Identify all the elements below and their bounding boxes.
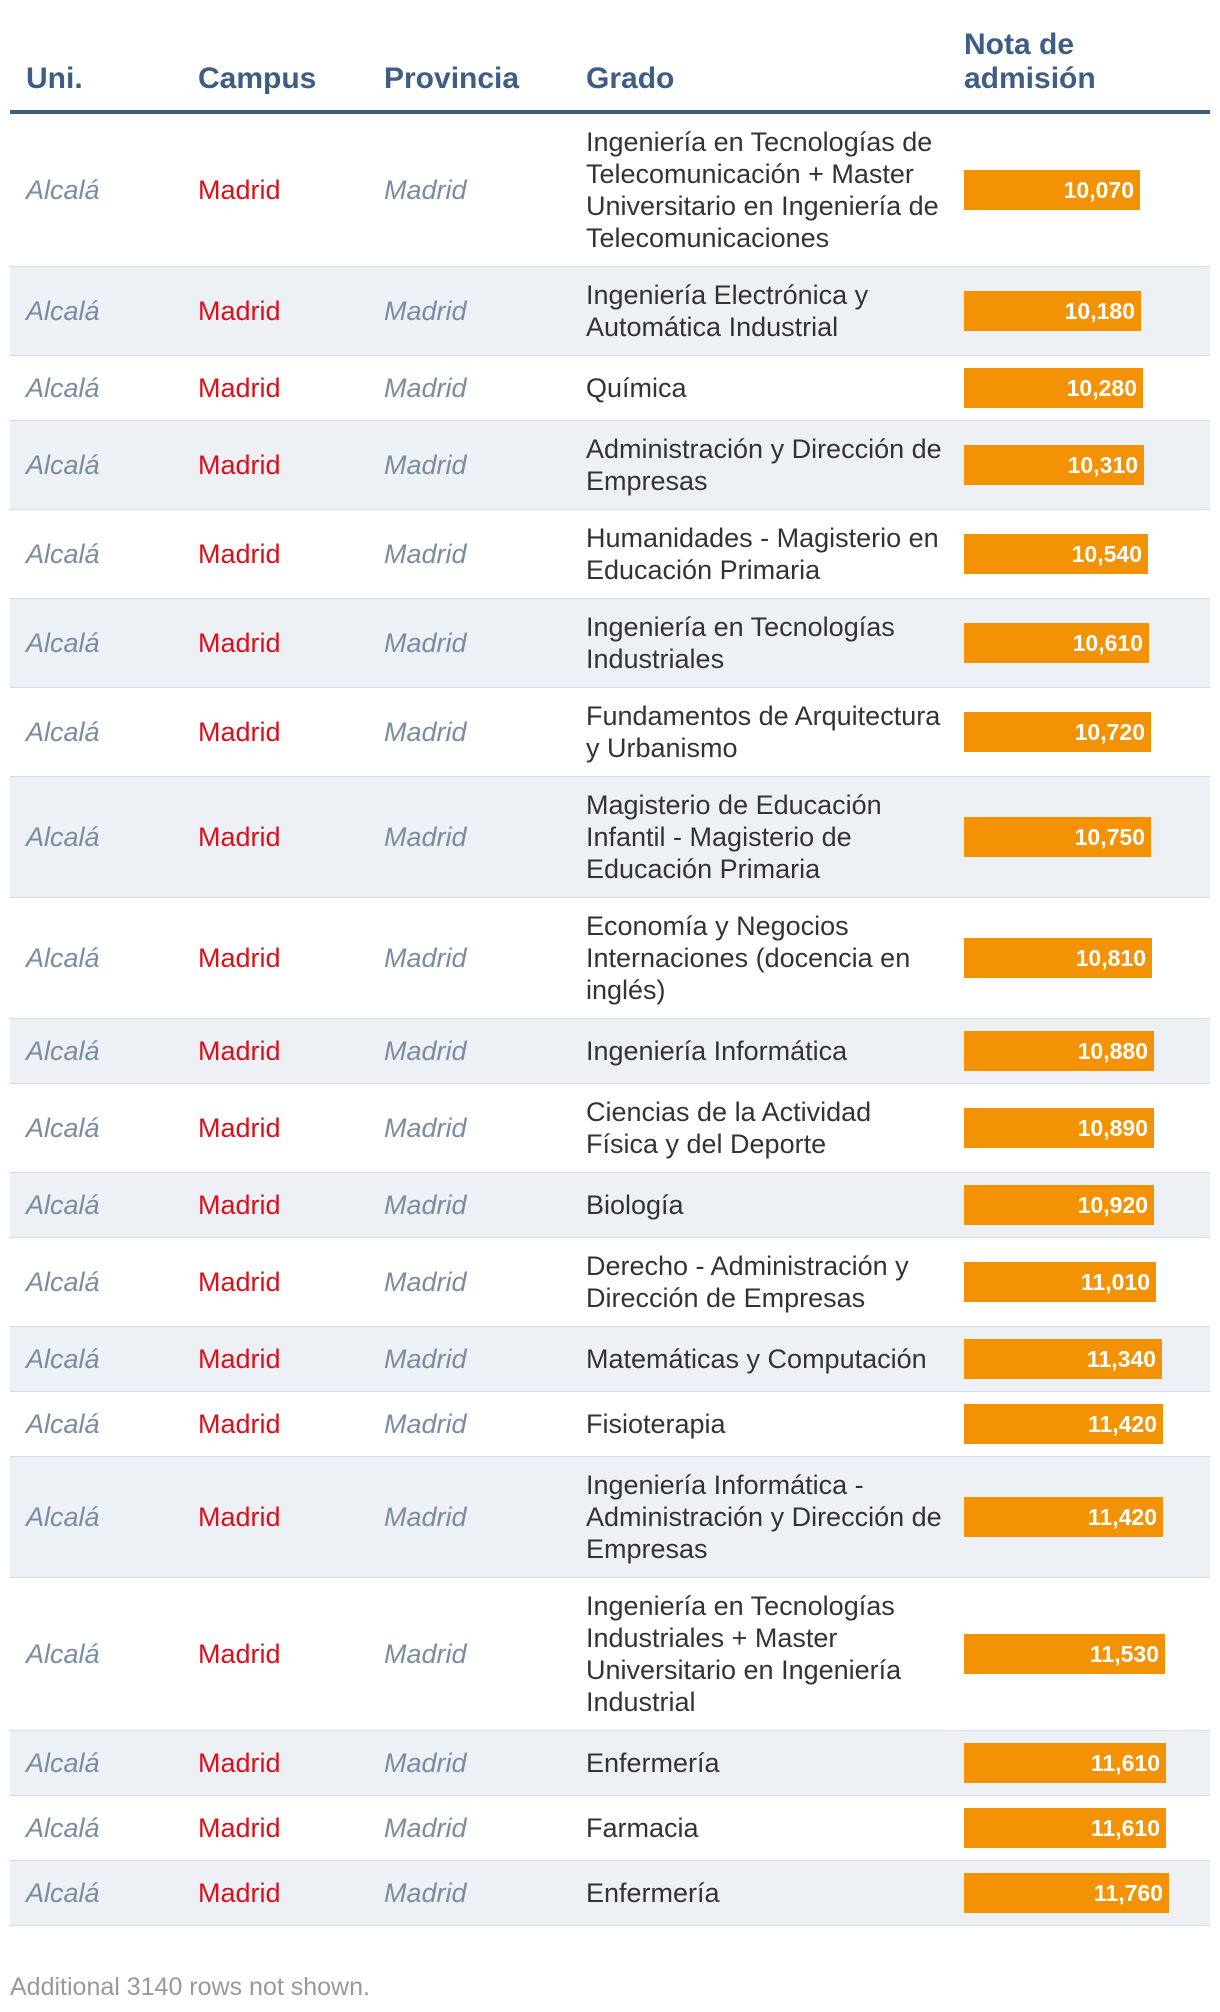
table-body bbox=[10, 112, 1210, 1926]
cell-uni: Alcalá bbox=[10, 1019, 182, 1084]
table-row bbox=[10, 1327, 1210, 1392]
cell-uni: Alcalá bbox=[10, 1327, 182, 1392]
cell-uni: Alcalá bbox=[10, 510, 182, 599]
cell-nota bbox=[948, 1457, 1210, 1578]
cell-grado: Ingeniería en Tecnologías Industriales + Master Universitario en Ingeniería Industrial bbox=[570, 1578, 948, 1731]
cell-nota bbox=[948, 1084, 1210, 1173]
table-row bbox=[10, 1019, 1210, 1084]
table-header-row bbox=[10, 28, 1210, 112]
nota-bar: 10,610 bbox=[964, 623, 1149, 663]
cell-uni: Alcalá bbox=[10, 898, 182, 1019]
cell-campus: Madrid bbox=[182, 421, 368, 510]
table-row bbox=[10, 421, 1210, 510]
cell-campus: Madrid bbox=[182, 1796, 368, 1861]
column-header-uni: Uni. bbox=[10, 28, 182, 112]
cell-uni: Alcalá bbox=[10, 1392, 182, 1457]
table-row bbox=[10, 267, 1210, 356]
footnote: Additional 3140 rows not shown. bbox=[10, 1973, 370, 2001]
cell-grado: Farmacia bbox=[570, 1796, 948, 1861]
nota-bar: 11,610 bbox=[964, 1808, 1166, 1848]
cell-campus: Madrid bbox=[182, 688, 368, 777]
nota-bar: 11,340 bbox=[964, 1339, 1162, 1379]
cell-provincia: Madrid bbox=[368, 1019, 570, 1084]
nota-bar: 10,890 bbox=[964, 1108, 1154, 1148]
cell-nota bbox=[948, 1238, 1210, 1327]
cell-campus: Madrid bbox=[182, 1327, 368, 1392]
nota-bar: 10,280 bbox=[964, 368, 1143, 408]
column-header-campus: Campus bbox=[182, 28, 368, 112]
cell-campus: Madrid bbox=[182, 599, 368, 688]
table-row bbox=[10, 510, 1210, 599]
cell-campus: Madrid bbox=[182, 777, 368, 898]
nota-bar: 10,070 bbox=[964, 170, 1140, 210]
cell-uni: Alcalá bbox=[10, 1731, 182, 1796]
cell-provincia: Madrid bbox=[368, 1861, 570, 1926]
cell-grado: Administración y Dirección de Empresas bbox=[570, 421, 948, 510]
cell-nota bbox=[948, 267, 1210, 356]
cell-campus: Madrid bbox=[182, 1084, 368, 1173]
table-row bbox=[10, 777, 1210, 898]
cell-grado: Ingeniería Informática bbox=[570, 1019, 948, 1084]
cell-provincia: Madrid bbox=[368, 356, 570, 421]
cell-grado: Ciencias de la Actividad Física y del Deporte bbox=[570, 1084, 948, 1173]
table-row bbox=[10, 1173, 1210, 1238]
cell-grado: Biología bbox=[570, 1173, 948, 1238]
cell-uni: Alcalá bbox=[10, 1796, 182, 1861]
cell-nota bbox=[948, 898, 1210, 1019]
cell-provincia: Madrid bbox=[368, 267, 570, 356]
cell-uni: Alcalá bbox=[10, 688, 182, 777]
cell-uni: Alcalá bbox=[10, 112, 182, 267]
cell-grado: Fisioterapia bbox=[570, 1392, 948, 1457]
cell-campus: Madrid bbox=[182, 1578, 368, 1731]
cell-uni: Alcalá bbox=[10, 1861, 182, 1926]
table-row bbox=[10, 898, 1210, 1019]
cell-nota bbox=[948, 599, 1210, 688]
cell-campus: Madrid bbox=[182, 1457, 368, 1578]
table-row bbox=[10, 1392, 1210, 1457]
cell-provincia: Madrid bbox=[368, 1084, 570, 1173]
table-row bbox=[10, 1731, 1210, 1796]
cell-nota bbox=[948, 1392, 1210, 1457]
cell-grado: Ingeniería en Tecnologías Industriales bbox=[570, 599, 948, 688]
table-row bbox=[10, 1238, 1210, 1327]
cell-grado: Química bbox=[570, 356, 948, 421]
cell-provincia: Madrid bbox=[368, 1327, 570, 1392]
cell-uni: Alcalá bbox=[10, 1578, 182, 1731]
nota-bar: 11,420 bbox=[964, 1404, 1163, 1444]
cell-grado: Ingeniería en Tecnologías de Telecomunicación + Master Universitario en Ingeniería de Telecomunicaciones bbox=[570, 112, 948, 267]
table-row bbox=[10, 1578, 1210, 1731]
cell-nota bbox=[948, 510, 1210, 599]
cell-nota bbox=[948, 356, 1210, 421]
cell-nota bbox=[948, 1731, 1210, 1796]
cell-campus: Madrid bbox=[182, 898, 368, 1019]
cell-uni: Alcalá bbox=[10, 1238, 182, 1327]
cell-nota bbox=[948, 1327, 1210, 1392]
cell-campus: Madrid bbox=[182, 1731, 368, 1796]
cell-nota bbox=[948, 1861, 1210, 1926]
cell-grado: Economía y Negocios Internaciones (docencia en inglés) bbox=[570, 898, 948, 1019]
cell-provincia: Madrid bbox=[368, 1173, 570, 1238]
cell-nota bbox=[948, 1173, 1210, 1238]
table-row bbox=[10, 1796, 1210, 1861]
table-row bbox=[10, 1457, 1210, 1578]
cell-provincia: Madrid bbox=[368, 1796, 570, 1861]
table-row bbox=[10, 599, 1210, 688]
cell-campus: Madrid bbox=[182, 1861, 368, 1926]
cell-nota bbox=[948, 1578, 1210, 1731]
cell-grado: Enfermería bbox=[570, 1731, 948, 1796]
nota-bar: 10,810 bbox=[964, 938, 1152, 978]
nota-bar: 11,760 bbox=[964, 1873, 1169, 1913]
cell-grado: Derecho - Administración y Dirección de Empresas bbox=[570, 1238, 948, 1327]
cell-provincia: Madrid bbox=[368, 1238, 570, 1327]
cell-provincia: Madrid bbox=[368, 1731, 570, 1796]
nota-bar: 10,880 bbox=[964, 1031, 1154, 1071]
table-row bbox=[10, 1084, 1210, 1173]
cell-campus: Madrid bbox=[182, 1392, 368, 1457]
nota-bar: 11,610 bbox=[964, 1743, 1166, 1783]
cell-nota bbox=[948, 1019, 1210, 1084]
cell-uni: Alcalá bbox=[10, 599, 182, 688]
cell-provincia: Madrid bbox=[368, 1457, 570, 1578]
column-header-nota: Nota de admisión bbox=[948, 28, 1210, 112]
cell-grado: Ingeniería Informática - Administración y Dirección de Empresas bbox=[570, 1457, 948, 1578]
cell-uni: Alcalá bbox=[10, 356, 182, 421]
cell-grado: Ingeniería Electrónica y Automática Industrial bbox=[570, 267, 948, 356]
cell-provincia: Madrid bbox=[368, 1392, 570, 1457]
cell-provincia: Madrid bbox=[368, 688, 570, 777]
table-row bbox=[10, 112, 1210, 267]
nota-bar: 11,420 bbox=[964, 1497, 1163, 1537]
nota-bar: 10,720 bbox=[964, 712, 1151, 752]
cell-campus: Madrid bbox=[182, 112, 368, 267]
cell-provincia: Madrid bbox=[368, 112, 570, 267]
cell-nota bbox=[948, 421, 1210, 510]
cell-campus: Madrid bbox=[182, 267, 368, 356]
cell-provincia: Madrid bbox=[368, 599, 570, 688]
cell-nota bbox=[948, 688, 1210, 777]
cell-grado: Fundamentos de Arquitectura y Urbanismo bbox=[570, 688, 948, 777]
cell-provincia: Madrid bbox=[368, 510, 570, 599]
cell-uni: Alcalá bbox=[10, 1173, 182, 1238]
cell-uni: Alcalá bbox=[10, 1084, 182, 1173]
cell-nota bbox=[948, 1796, 1210, 1861]
cell-uni: Alcalá bbox=[10, 1457, 182, 1578]
nota-bar: 10,750 bbox=[964, 817, 1151, 857]
nota-bar: 10,540 bbox=[964, 534, 1148, 574]
cell-provincia: Madrid bbox=[368, 777, 570, 898]
table-row bbox=[10, 356, 1210, 421]
table-row bbox=[10, 688, 1210, 777]
cell-grado: Enfermería bbox=[570, 1861, 948, 1926]
cell-campus: Madrid bbox=[182, 1019, 368, 1084]
cell-campus: Madrid bbox=[182, 1173, 368, 1238]
cell-nota bbox=[948, 112, 1210, 267]
cell-uni: Alcalá bbox=[10, 777, 182, 898]
nota-bar: 10,180 bbox=[964, 291, 1141, 331]
cell-nota bbox=[948, 777, 1210, 898]
cell-campus: Madrid bbox=[182, 510, 368, 599]
table-row bbox=[10, 1861, 1210, 1926]
nota-bar: 11,530 bbox=[964, 1634, 1165, 1674]
cell-uni: Alcalá bbox=[10, 267, 182, 356]
cell-grado: Magisterio de Educación Infantil - Magisterio de Educación Primaria bbox=[570, 777, 948, 898]
cell-campus: Madrid bbox=[182, 1238, 368, 1327]
cell-grado: Humanidades - Magisterio en Educación Primaria bbox=[570, 510, 948, 599]
nota-bar: 11,010 bbox=[964, 1262, 1156, 1302]
nota-bar: 10,310 bbox=[964, 445, 1144, 485]
column-header-provincia: Provincia bbox=[368, 28, 570, 112]
nota-bar: 10,920 bbox=[964, 1185, 1154, 1225]
cell-provincia: Madrid bbox=[368, 1578, 570, 1731]
cell-uni: Alcalá bbox=[10, 421, 182, 510]
column-header-grado: Grado bbox=[570, 28, 948, 112]
cell-provincia: Madrid bbox=[368, 421, 570, 510]
admission-table bbox=[10, 28, 1210, 1926]
cell-provincia: Madrid bbox=[368, 898, 570, 1019]
cell-campus: Madrid bbox=[182, 356, 368, 421]
cell-grado: Matemáticas y Computación bbox=[570, 1327, 948, 1392]
